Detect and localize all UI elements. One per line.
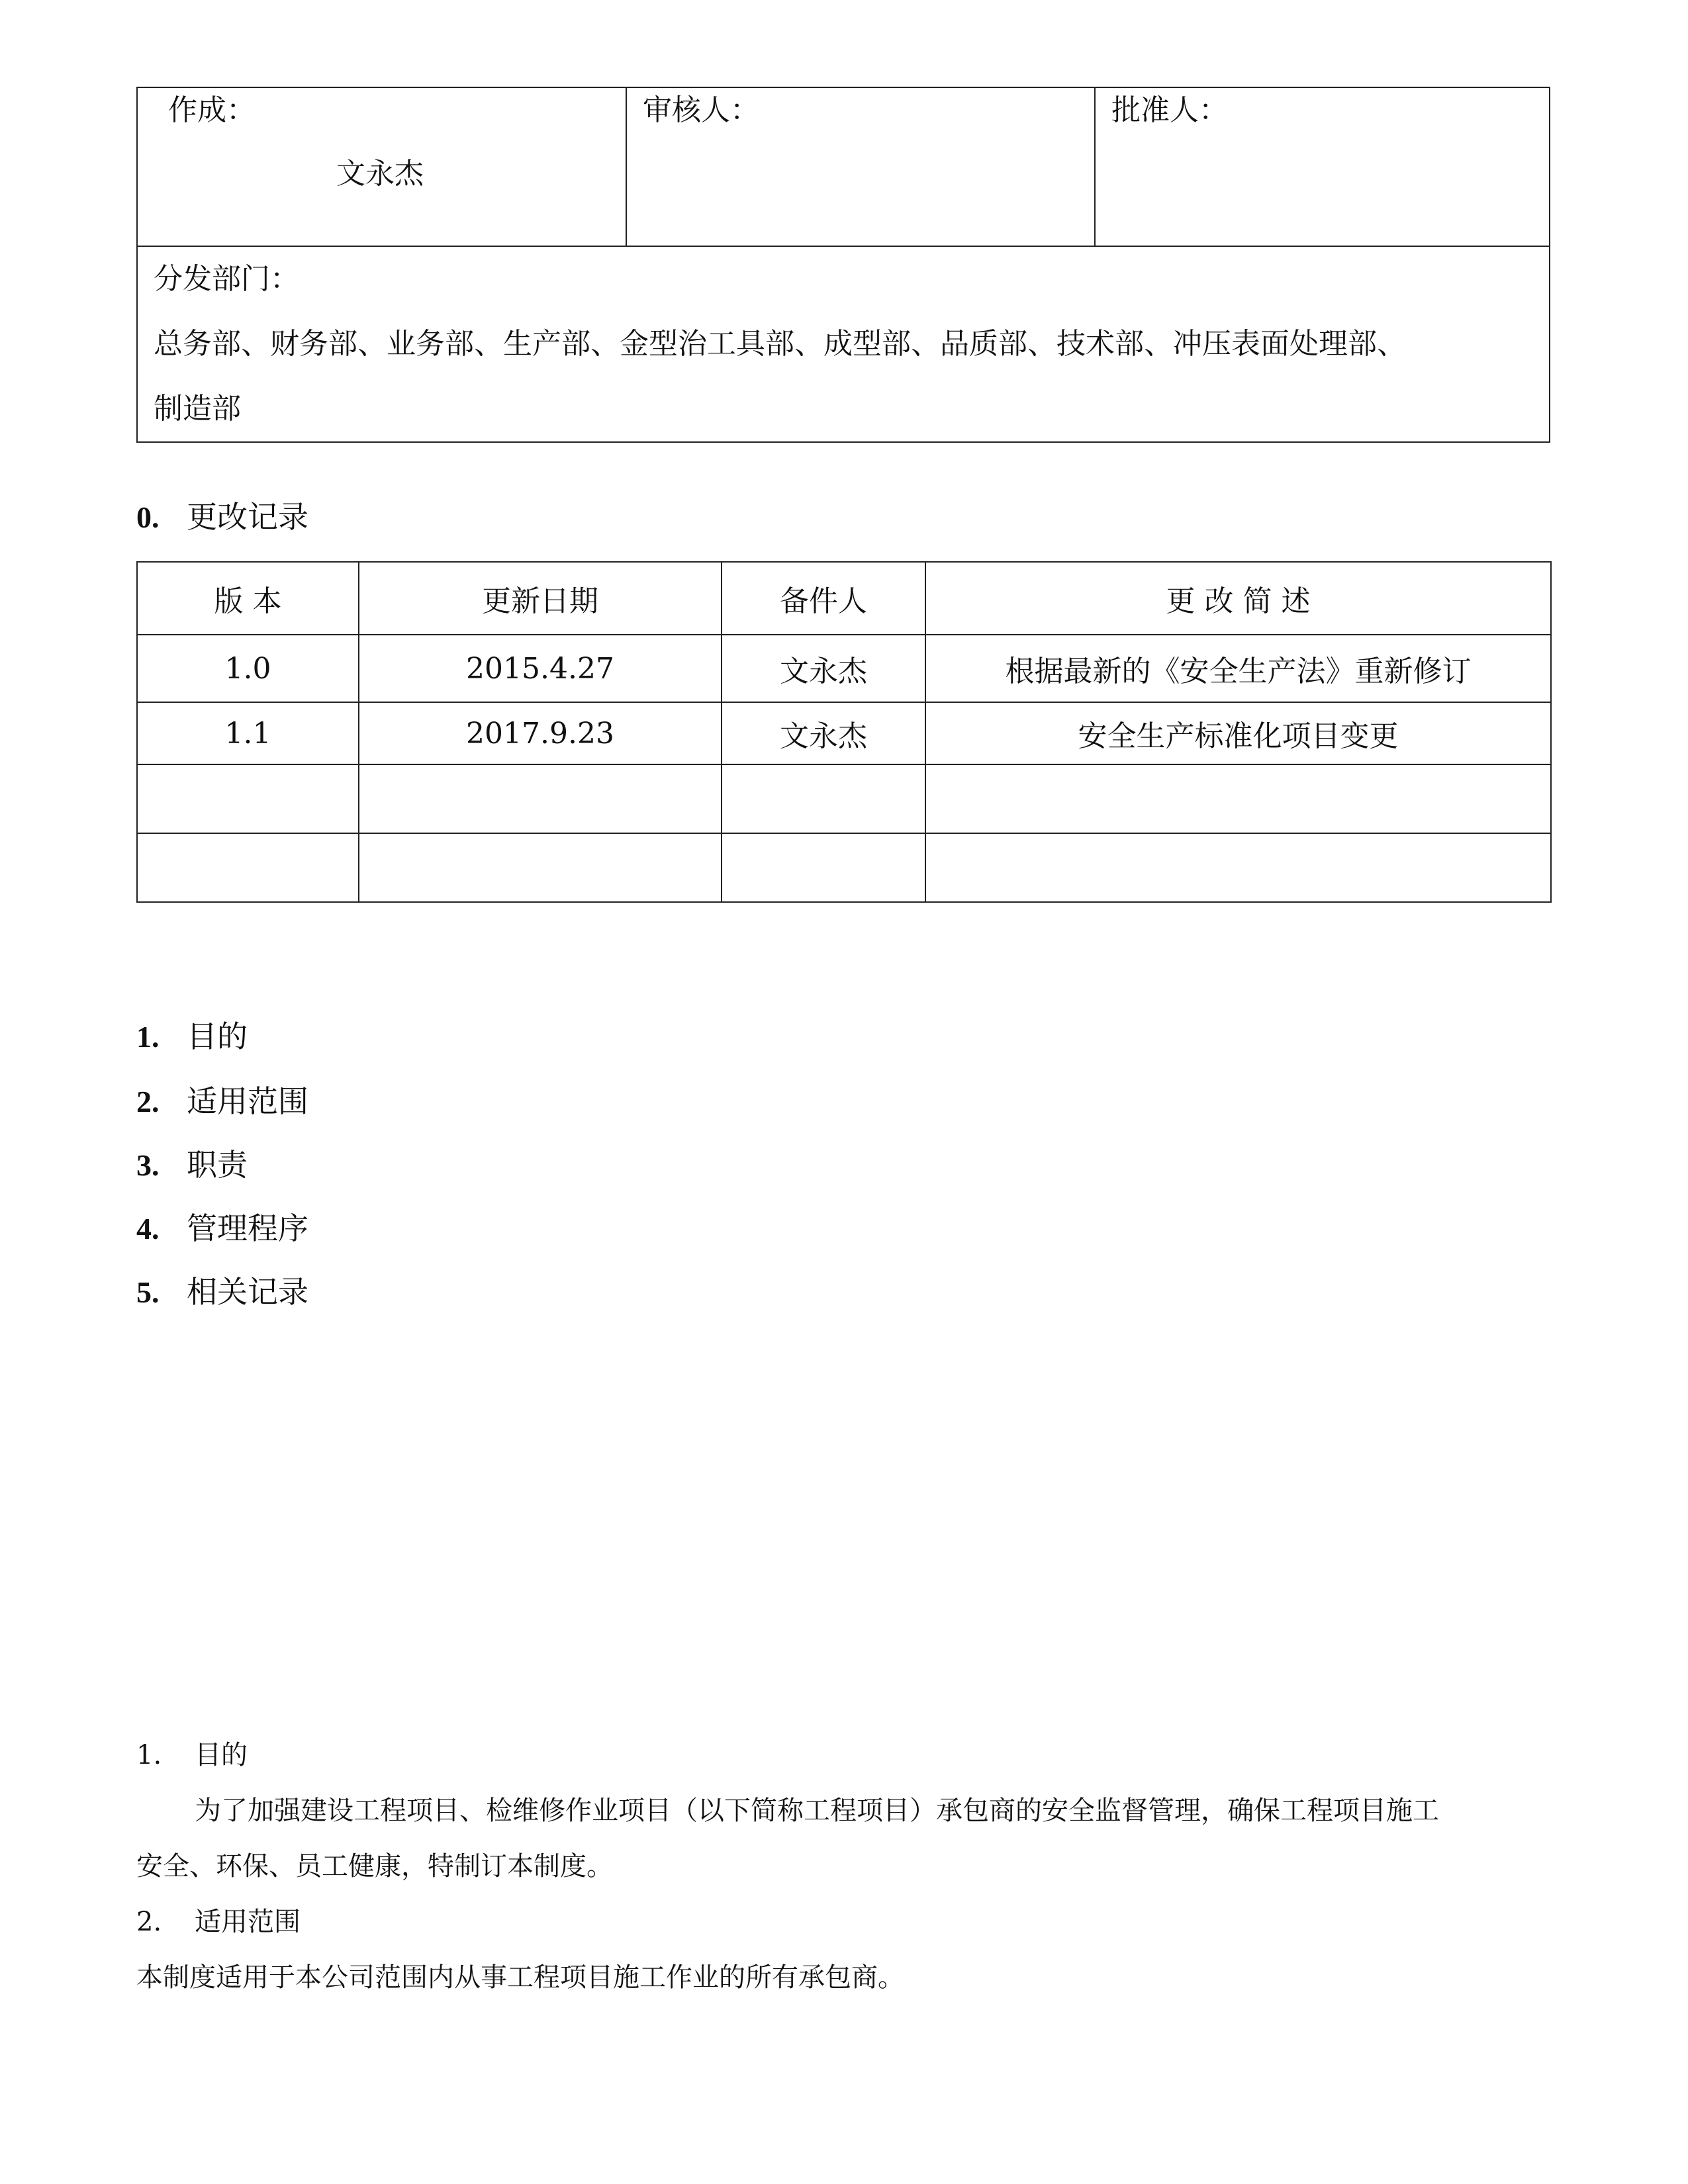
header-date: 更新日期 bbox=[359, 562, 722, 635]
change-record-number: 0. bbox=[136, 500, 160, 534]
cell-version: 1.1 bbox=[137, 702, 359, 764]
approval-table bbox=[136, 87, 1550, 443]
toc-item: 3. 职责 bbox=[136, 1147, 248, 1183]
header-summary: 更 改 简 述 bbox=[925, 562, 1551, 635]
section-1-heading bbox=[136, 1727, 248, 1783]
change-record-title: 更改记录 bbox=[187, 499, 308, 535]
author-name: 文永杰 bbox=[336, 157, 424, 191]
section-1-number: 1. bbox=[136, 1740, 162, 1770]
cell-summary: 安全生产标准化项目变更 bbox=[925, 702, 1551, 764]
distribution-label: 分发部门： bbox=[154, 262, 299, 296]
table-row bbox=[137, 833, 1551, 902]
table-header-row bbox=[137, 562, 1551, 635]
table-row bbox=[137, 702, 1551, 764]
reviewer-label: 审核人： bbox=[643, 93, 759, 127]
table-row bbox=[137, 764, 1551, 833]
toc-item: 1. 目的 bbox=[136, 1019, 248, 1054]
cell-summary bbox=[925, 833, 1551, 902]
author-cell bbox=[137, 87, 626, 246]
change-record-heading bbox=[136, 499, 308, 535]
header-version: 版 本 bbox=[137, 562, 359, 635]
section-1-body bbox=[136, 1783, 1553, 1894]
header-person: 备件人 bbox=[722, 562, 925, 635]
cell-person bbox=[722, 764, 925, 833]
section-1-line: 为了加强建设工程项目、检维修作业项目（以下简称工程项目）承包商的安全监督管理，确保工程项目施工 bbox=[195, 1796, 1439, 1826]
cell-date bbox=[359, 833, 722, 902]
distribution-departments: 总务部、财务部、业务部、生产部、金型治工具部、成型部、品质部、技术部、冲压表面处理部、 bbox=[154, 327, 1406, 361]
author-label: 作成： bbox=[168, 93, 256, 127]
cell-person: 文永杰 bbox=[722, 702, 925, 764]
cell-person: 文永杰 bbox=[722, 635, 925, 702]
distribution-departments-cont: 制造部 bbox=[154, 392, 241, 426]
table-row bbox=[137, 635, 1551, 702]
toc-item: 2. 适用范围 bbox=[136, 1083, 308, 1119]
approver-label: 批准人： bbox=[1111, 93, 1228, 127]
section-2-body: 本制度适用于本公司范围内从事工程项目施工作业的所有承包商。 bbox=[136, 1962, 904, 1993]
cell-person bbox=[722, 833, 925, 902]
section-1-title: 目的 bbox=[195, 1740, 248, 1770]
approver-cell bbox=[1095, 87, 1550, 246]
cell-version bbox=[137, 833, 359, 902]
cell-version: 1.0 bbox=[137, 635, 359, 702]
change-record-table bbox=[136, 561, 1552, 903]
toc-item: 4. 管理程序 bbox=[136, 1210, 308, 1246]
cell-version bbox=[137, 764, 359, 833]
cell-date: 2015.4.27 bbox=[359, 635, 722, 702]
cell-date bbox=[359, 764, 722, 833]
section-2-title: 适用范围 bbox=[195, 1907, 301, 1937]
cell-date: 2017.9.23 bbox=[359, 702, 722, 764]
reviewer-cell bbox=[626, 87, 1095, 246]
cell-summary bbox=[925, 764, 1551, 833]
toc-item: 5. 相关记录 bbox=[136, 1274, 308, 1310]
section-2-heading bbox=[136, 1894, 301, 1950]
section-1-line: 安全、环保、员工健康，特制订本制度。 bbox=[136, 1851, 613, 1882]
distribution-cell bbox=[137, 246, 1550, 442]
section-2-number: 2. bbox=[136, 1907, 162, 1937]
cell-summary: 根据最新的《安全生产法》重新修订 bbox=[925, 635, 1551, 702]
